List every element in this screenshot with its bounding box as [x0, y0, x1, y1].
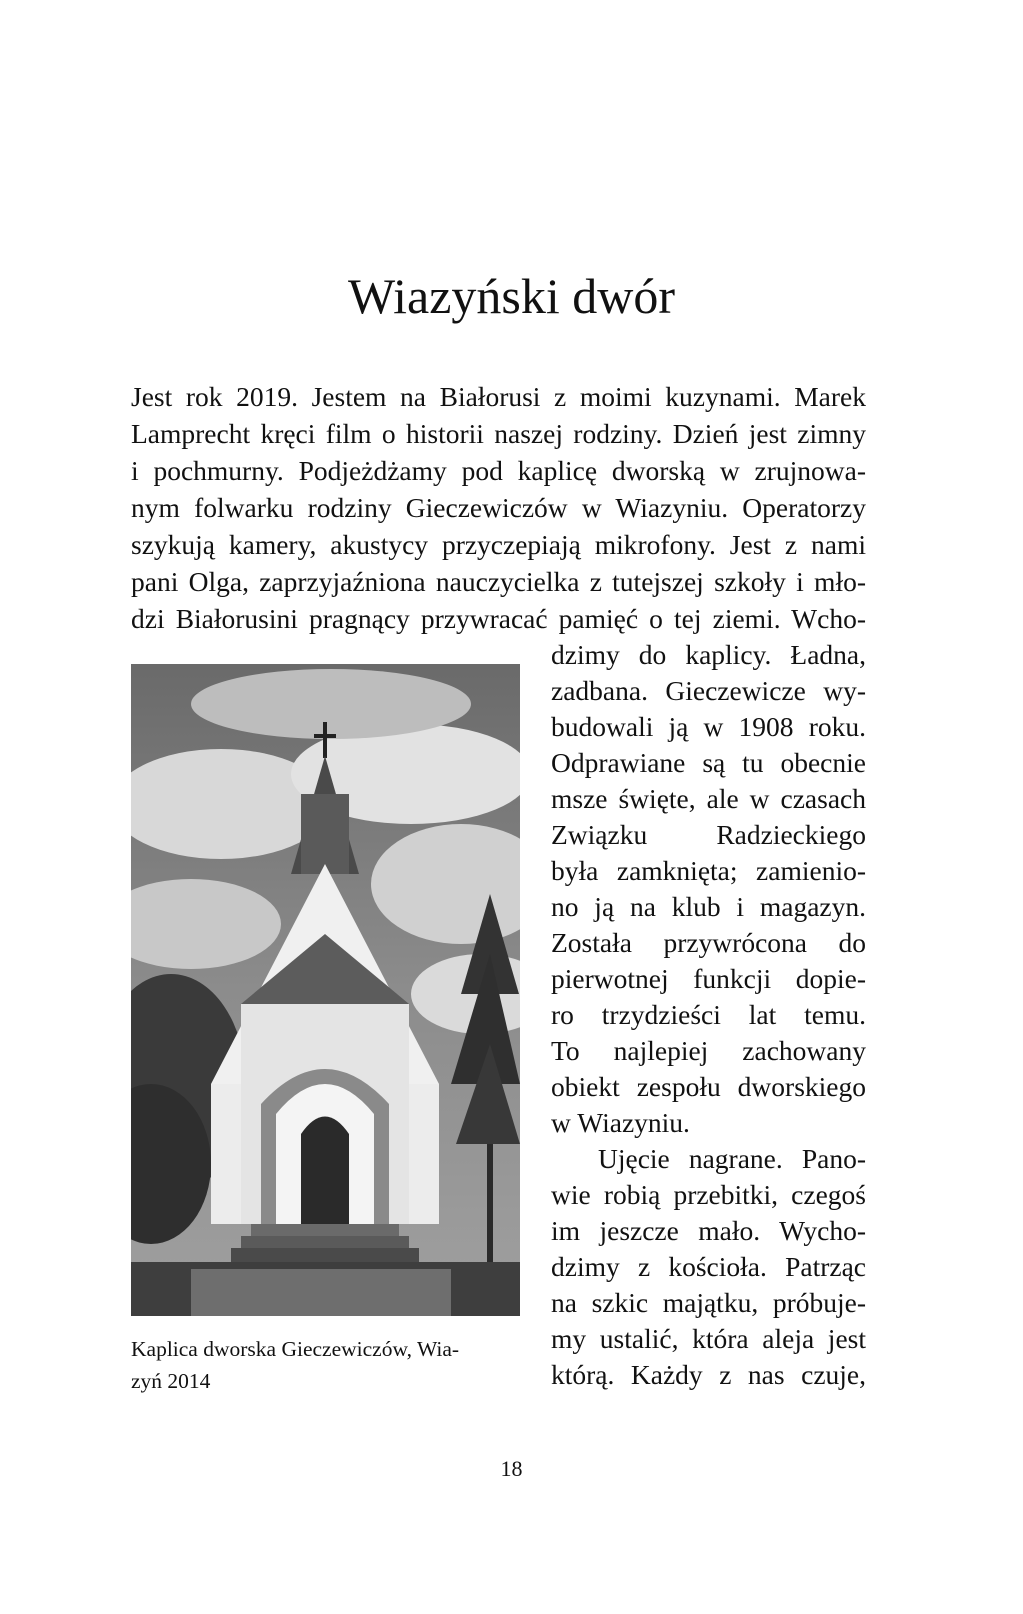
caption-line: Kaplica dworska Gieczewiczów, Wia-: [131, 1337, 460, 1361]
text-line: pierwotnej funkcji dopie-: [551, 963, 866, 994]
text-line: Jest rok 2019. Jestem na Białorusi z moimi kuzynami. Marek: [131, 381, 866, 412]
text-line: im jeszcze mało. Wycho-: [551, 1215, 866, 1246]
text-line: dzimy z kościoła. Patrząc: [551, 1251, 866, 1282]
text-line: zadbana. Gieczewicze wy-: [551, 675, 866, 706]
text-line: szykują kamery, akustycy przyczepiają mikrofony. Jest z nami: [131, 529, 866, 560]
text-line: Odprawiane są tu obecnie: [551, 747, 866, 778]
caption-line: zyń 2014: [131, 1369, 211, 1393]
text-line: na szkic majątku, próbuje-: [551, 1287, 866, 1318]
text-line: Ujęcie nagrane. Pano-: [598, 1143, 866, 1174]
text-line: no ją na klub i magazyn.: [551, 891, 866, 922]
text-line: To najlepiej zachowany: [551, 1035, 866, 1066]
text-line: Lamprecht kręci film o historii naszej rodziny. Dzień jest zimny: [131, 418, 866, 449]
text-line: była zamknięta; zamienio-: [551, 855, 866, 886]
text-line: ro trzydzieści lat temu.: [551, 999, 866, 1030]
right-column-text: [551, 637, 866, 1393]
text-line: którą. Każdy z nas czuje,: [551, 1359, 866, 1390]
intro-paragraph: [131, 378, 866, 637]
text-line: budowali ją w 1908 roku.: [551, 711, 866, 742]
chapter-title: Wiazyński dwór: [347, 268, 676, 324]
text-line: wie robią przebitki, czegoś: [551, 1179, 866, 1210]
text-line: my ustalić, która aleja jest: [551, 1323, 866, 1354]
chapel-photo: [131, 664, 520, 1316]
text-line: dzi Białorusini pragnący przywracać pamięć o tej ziemi. Wcho-: [131, 603, 866, 634]
text-line: Została przywrócona do: [551, 927, 866, 958]
text-line: nym folwarku rodziny Gieczewiczów w Wiazyniu. Operatorzy: [131, 492, 866, 523]
page-number: 18: [500, 1456, 523, 1481]
photo-caption: [131, 1333, 520, 1397]
text-line: dzimy do kaplicy. Ładna,: [551, 639, 866, 670]
text-line: i pochmurny. Podjeżdżamy pod kaplicę dworską w zrujnowa-: [131, 455, 866, 486]
text-line: obiekt zespołu dworskiego: [551, 1071, 866, 1102]
text-line: pani Olga, zaprzyjaźniona nauczycielka z tutejszej szkoły i mło-: [131, 566, 866, 597]
text-line: msze święte, ale w czasach: [551, 783, 866, 814]
text-line: w Wiazyniu.: [551, 1107, 690, 1138]
text-line: Związku Radzieckiego: [551, 819, 866, 850]
